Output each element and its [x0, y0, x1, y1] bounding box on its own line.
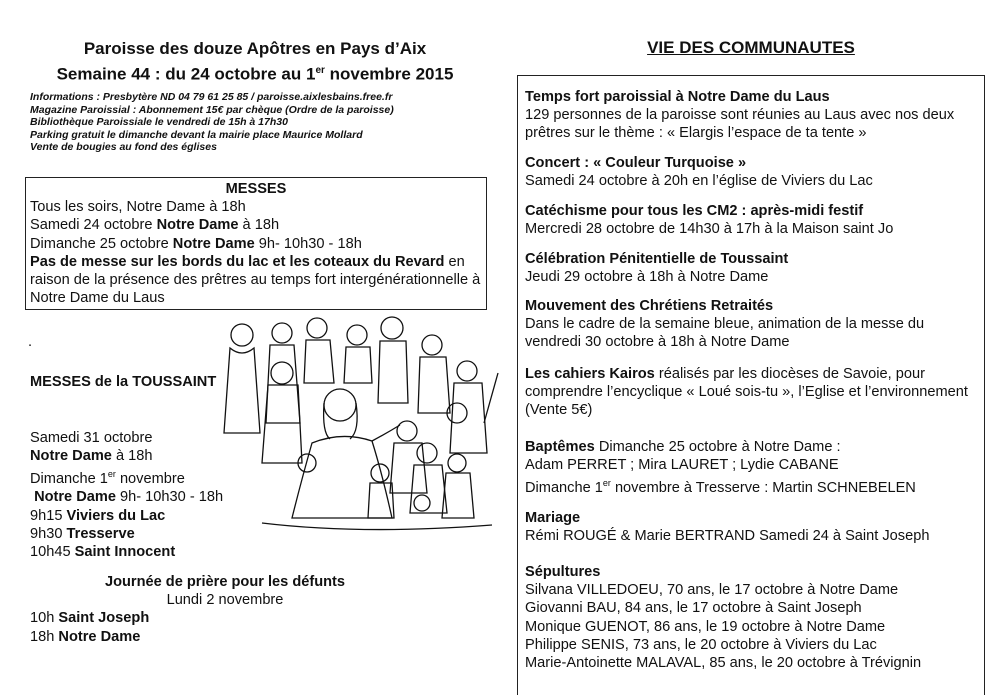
messes-title: MESSES: [225, 181, 287, 197]
toussaint-line: 10h45 Saint Innocent: [30, 544, 176, 561]
item-text: réalisés par les diocèses de Savoie, pour comprendre l’encyclique « Loué sois-tu », l’Eglise et l’environnement (Vente 5€): [525, 366, 968, 419]
item-concert: [525, 154, 980, 190]
item-catechisme: [525, 202, 980, 238]
vie-box: [517, 75, 985, 695]
list-item: Silvana VILLEDOEU, 70 ans, le 17 octobre à Notre Dame: [525, 582, 899, 599]
defunts-date: Lundi 2 novembre: [166, 592, 284, 609]
defunts-line: 10h Saint Joseph: [30, 610, 150, 627]
item-celebration: [525, 250, 980, 286]
info-block: [30, 91, 500, 154]
list-item: Marie-Antoinette MALAVAL, 85 ans, le 20 octobre à Trévignin: [525, 655, 922, 672]
toussaint-title: MESSES de la TOUSSAINT: [30, 374, 217, 390]
week-sup: er: [315, 65, 325, 76]
messes-line: Tous les soirs, Notre Dame à 18h: [30, 199, 246, 216]
messes-line: Dimanche 25 octobre Notre Dame 9h- 10h30 - 18h: [30, 235, 362, 252]
messes-line: Samedi 24 octobre Notre Dame à 18h: [30, 217, 280, 234]
item-text: Adam PERRET ; Mira LAURET ; Lydie CABANE: [525, 457, 839, 474]
item-title: Concert : « Couleur Turquoise »: [525, 155, 747, 171]
messes-box: [25, 177, 487, 310]
info-line: Bibliothèque Paroissiale le vendredi de 15h à 17h30: [30, 116, 288, 128]
toussaint-line: 9h15 Viviers du Lac: [30, 507, 166, 524]
list-item: Monique GUENOT, 86 ans, le 19 octobre à Notre Dame: [525, 618, 886, 635]
item-text: Dimanche 25 octobre à Notre Dame :: [594, 439, 841, 455]
toussaint-line: Samedi 31 octobre: [30, 430, 153, 446]
item-text: Dans le cadre de la semaine bleue, animation de la messe du vendredi 30 octobre à 18h à Notre Dame: [525, 316, 925, 351]
stray-dot: .: [28, 334, 33, 350]
item-baptemes: [525, 438, 980, 497]
toussaint-schedule: [30, 429, 260, 561]
info-line: Vente de bougies au fond des églises: [30, 141, 217, 153]
item-kairos: [525, 365, 980, 420]
info-line: Magazine Paroissial : Abonnement 15€ par chèque (Ordre de la paroisse): [30, 103, 394, 116]
list-item: Philippe SENIS, 73 ans, le 20 octobre à Viviers du Lac: [525, 636, 877, 653]
toussaint-line: 9h30 Tresserve: [30, 525, 135, 542]
item-title: Temps fort paroissial à Notre Dame du Laus: [525, 89, 830, 105]
item-temps-fort: [525, 88, 980, 143]
item-title: Baptêmes: [525, 439, 595, 455]
item-mouvement: [525, 297, 980, 352]
item-title: Catéchisme pour tous les CM2 : après-midi festif: [525, 203, 864, 219]
defunts-line: 18h Notre Dame: [30, 628, 141, 645]
item-text: 129 personnes de la paroisse sont réunies au Laus avec nos deux prêtres sur le thème : « Elargis l’espace de ta tente »: [525, 107, 955, 142]
item-text: Dimanche 1er novembre à Tresserve : Martin SCHNEBELEN: [525, 478, 916, 497]
week-line: [0, 60, 510, 85]
toussaint-line: Notre Dame à 18h: [30, 448, 153, 465]
item-title: Les cahiers Kairos: [525, 366, 655, 382]
info-line: Parking gratuit le dimanche devant la mairie place Maurice Mollard: [30, 128, 363, 141]
messes-notice: Pas de messe sur les bords du lac et les coteaux du Revard en raison de la présence des prêtres au temps fort intergénérationnelle à Notre Dame du Laus: [30, 253, 481, 307]
list-item: Giovanni BAU, 84 ans, le 17 octobre à Saint Joseph: [525, 600, 862, 617]
item-text: Jeudi 29 octobre à 18h à Notre Dame: [525, 269, 769, 286]
item-text: Mercredi 28 octobre de 14h30 à 17h à la Maison saint Jo: [525, 221, 894, 238]
item-title: Mariage: [525, 510, 581, 526]
item-mariage: [525, 509, 980, 545]
week-suffix: novembre 2015: [324, 64, 454, 84]
toussaint-line: Notre Dame 9h- 10h30 - 18h: [34, 489, 224, 506]
parish-title: Paroisse des douze Apôtres en Pays d’Aix: [83, 39, 427, 58]
item-text: Rémi ROUGÉ & Marie BERTRAND Samedi 24 à Saint Joseph: [525, 528, 930, 545]
week-prefix: Semaine 44 : du 24 octobre au 1: [56, 64, 316, 84]
jesus-children-illustration: [222, 313, 500, 538]
item-sepultures: [525, 563, 980, 672]
toussaint-block: [30, 373, 260, 391]
item-title: Mouvement des Chrétiens Retraités: [525, 298, 774, 314]
item-text: Samedi 24 octobre à 20h en l’église de Viviers du Lac: [525, 173, 873, 190]
info-line: Informations : Presbytère ND 04 79 61 25 85 / paroisse.aixlesbains.free.fr: [30, 91, 393, 103]
defunts-title: Journée de prière pour les défunts: [104, 574, 346, 590]
toussaint-line: Dimanche 1er novembre: [30, 469, 185, 488]
item-title: Célébration Pénitentielle de Toussaint: [525, 251, 789, 267]
item-title: Sépultures: [525, 564, 601, 580]
defunts-block: [30, 573, 480, 646]
vie-title: VIE DES COMMUNAUTES: [647, 38, 855, 57]
